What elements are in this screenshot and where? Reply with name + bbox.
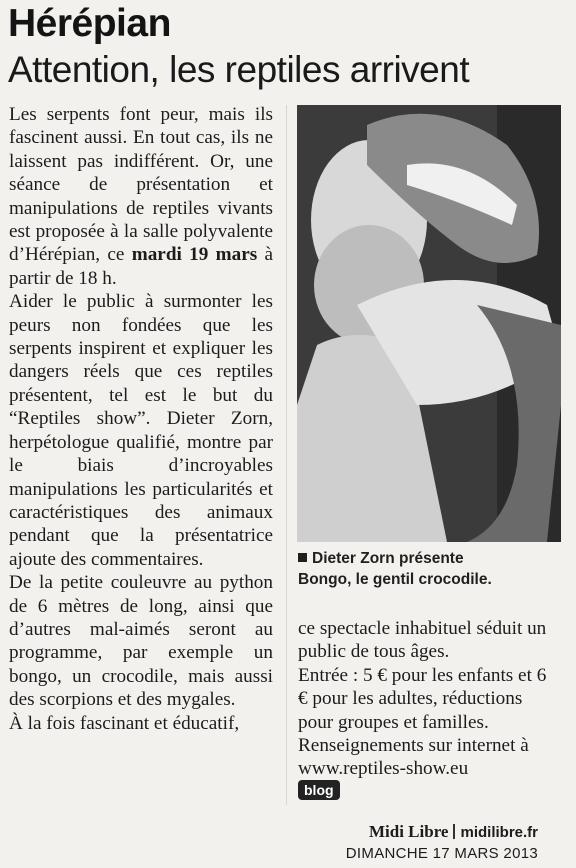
photo-caption bbox=[298, 548, 562, 590]
footer-brand bbox=[369, 822, 538, 842]
paragraph-7: Renseignements sur internet à www.reptiles-show.eu bbox=[298, 735, 529, 780]
article-title: Attention, les reptiles arrivent bbox=[8, 49, 470, 90]
publication-date: DIMANCHE 17 MARS 2013 bbox=[345, 845, 538, 862]
paragraph-1 bbox=[9, 103, 273, 290]
paragraph-5: ce spectacle inhabituel séduit un public de tous âges. bbox=[298, 618, 547, 663]
article-kicker: Hérépian bbox=[8, 2, 171, 45]
article-column-right bbox=[298, 617, 560, 781]
newspaper-brand: Midi Libre bbox=[368, 822, 449, 841]
paragraph-1-text-a: Les serpents font peur, mais ils fascinent aussi. En tout cas, ils ne laissent pas indifférent. Or, une séance de présentation et manipulations de reptiles vivants est proposée à la salle polyvalente d’Hérépian, ce bbox=[9, 104, 273, 266]
photo-crocodile-image bbox=[297, 105, 561, 542]
paragraph-4: À la fois fascinant et éducatif, bbox=[9, 712, 240, 734]
paragraph-3: De la petite couleuvre au python de 6 mètres de long, ainsi que d’autres mal-aimés seront au programme, par exemple un bongo, un crocodile, mais aussi des scorpions et des mygales. bbox=[9, 572, 273, 711]
caption-square-icon bbox=[298, 553, 307, 562]
event-date-bold: mardi 19 mars bbox=[131, 244, 258, 266]
brand-separator bbox=[453, 824, 455, 839]
photo-illustration bbox=[297, 105, 561, 542]
paragraph-6: Entrée : 5 € pour les enfants et 6 € pour les adultes, réductions pour groupes et familles. bbox=[298, 664, 547, 733]
newspaper-site: midilibre.fr bbox=[460, 824, 538, 841]
caption-line-1: Dieter Zorn présente bbox=[312, 550, 464, 567]
article-column-left bbox=[9, 103, 273, 735]
blog-badge: blog bbox=[298, 780, 340, 800]
column-divider bbox=[286, 105, 287, 805]
paragraph-1-text-b: à partir de 18 h. bbox=[9, 244, 273, 289]
paragraph-2: Aider le public à surmonter les peurs non fondées que les serpents inspirent et expliquer les dangers réels que ces reptiles présentent, tel est le but du “Reptiles show”. Dieter Zorn, herpétologue qualifié, montre par le biais d’incroyables manipulations les particularités et caractéristiques des animaux pendant que la présentatrice ajoute des commentaires. bbox=[9, 291, 273, 570]
caption-line-2: Bongo, le gentil crocodile. bbox=[298, 571, 492, 588]
